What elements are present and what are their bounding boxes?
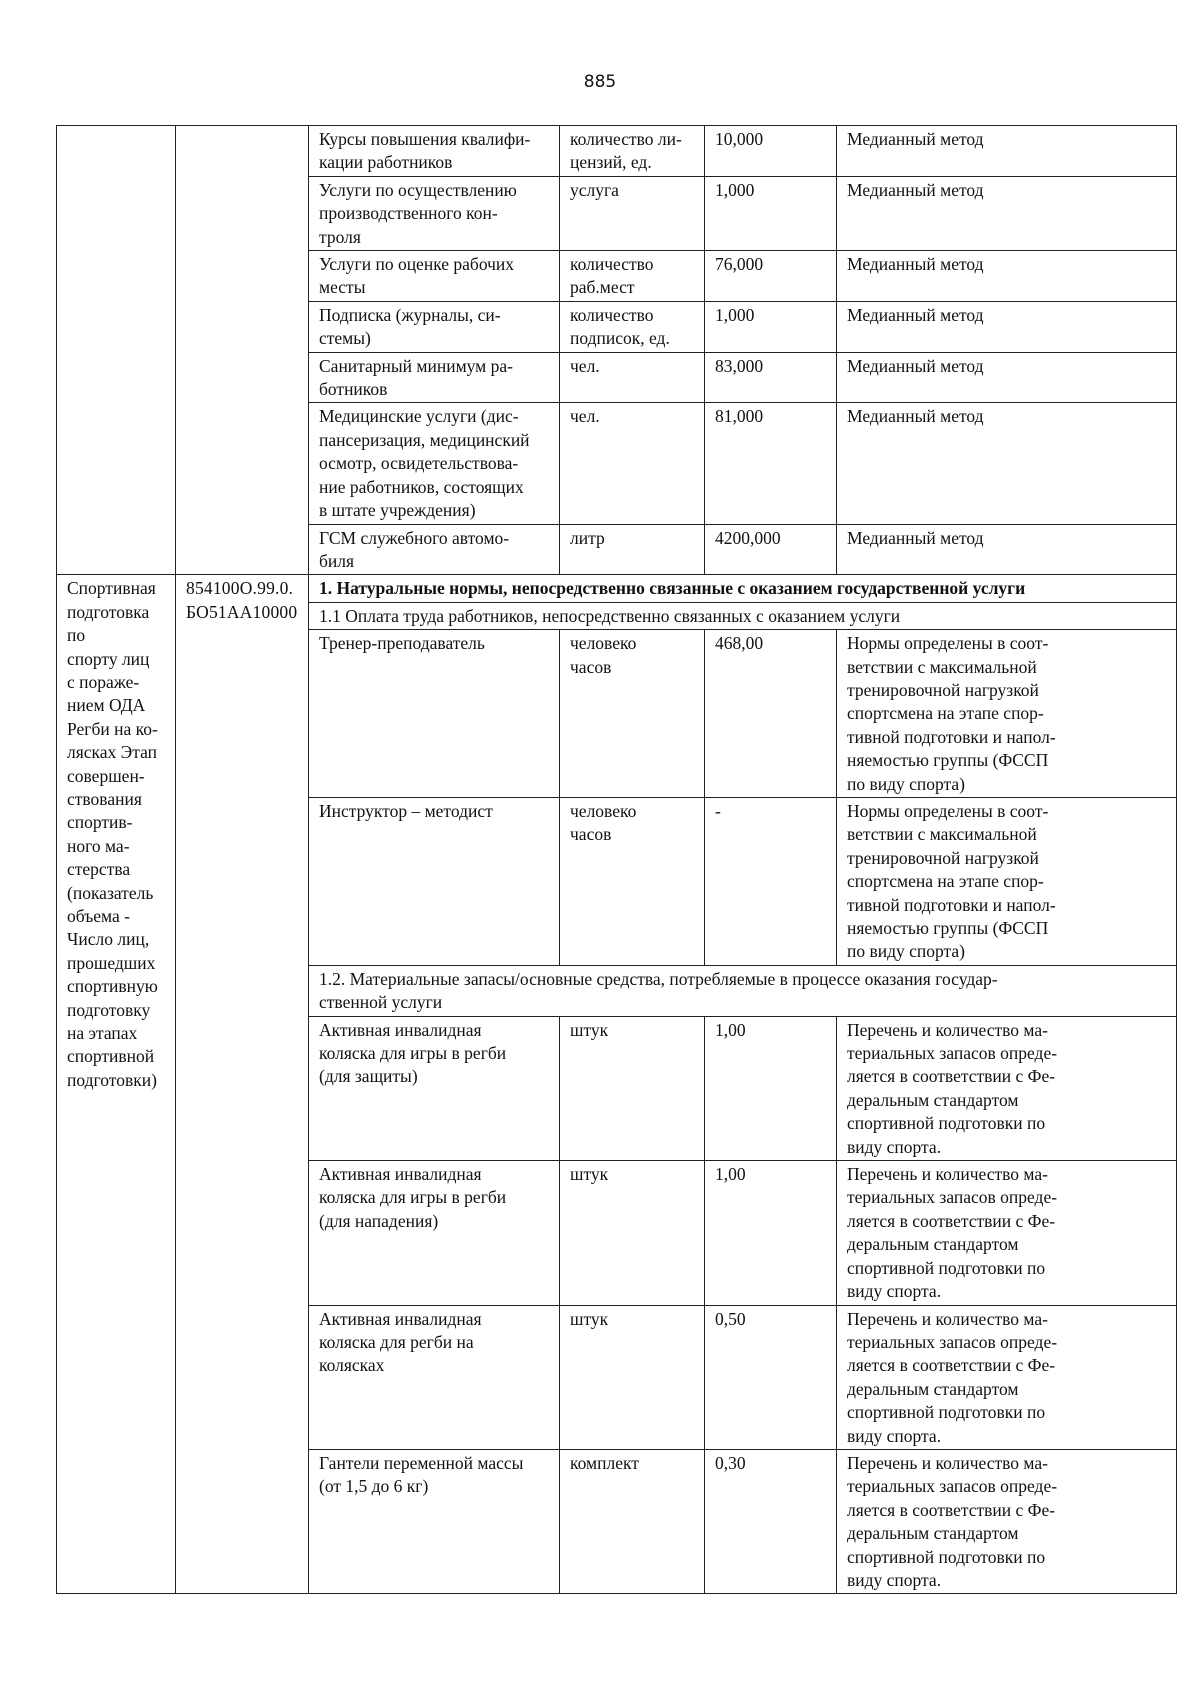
resource-value: 83,000 xyxy=(705,352,837,403)
resource-method: Нормы определены в соот- ветствии с максимальной тренировочной нагрузкой спортсмена на этапе спор- тивной подготовки и напол- няемостью группы (ФССП по виду спорта) xyxy=(837,797,1177,965)
resource-unit: комплект xyxy=(560,1449,705,1593)
resource-method: Медианный метод xyxy=(837,524,1177,575)
resource-method: Перечень и количество ма- териальных запасов опреде- ляется в соответствии с Фе- деральным стандартом спортивной подготовки по виду спорта. xyxy=(837,1449,1177,1593)
resource-value: 81,000 xyxy=(705,403,837,524)
resource-value: 1,000 xyxy=(705,176,837,250)
resource-unit: человеко часов xyxy=(560,797,705,965)
resource-value: 468,00 xyxy=(705,630,837,798)
resource-name: Гантели переменной массы (от 1,5 до 6 кг) xyxy=(309,1449,560,1593)
resource-value: 1,00 xyxy=(705,1016,837,1160)
resource-value: 76,000 xyxy=(705,251,837,302)
resource-unit: чел. xyxy=(560,352,705,403)
resource-unit: человеко часов xyxy=(560,630,705,798)
resource-name: Тренер-преподаватель xyxy=(309,630,560,798)
resource-unit: штук xyxy=(560,1016,705,1160)
resource-name: Санитарный минимум ра- ботников xyxy=(309,352,560,403)
table-row xyxy=(57,126,1177,177)
resource-method: Медианный метод xyxy=(837,126,1177,177)
norms-table xyxy=(56,125,1177,1594)
resource-name: Курсы повышения квалифи- кации работников xyxy=(309,126,560,177)
resource-method: Перечень и количество ма- териальных запасов опреде- ляется в соответствии с Фе- деральным стандартом спортивной подготовки по виду спорта. xyxy=(837,1161,1177,1305)
resource-unit: количество раб.мест xyxy=(560,251,705,302)
resource-method: Нормы определены в соот- ветствии с максимальной тренировочной нагрузкой спортсмена на этапе спор- тивной подготовки и напол- няемостью группы (ФССП по виду спорта) xyxy=(837,630,1177,798)
section-1-2-title: 1.2. Материальные запасы/основные средства, потребляемые в процессе оказания государ- ственной услуги xyxy=(309,965,1177,1016)
resource-name: Инструктор – методист xyxy=(309,797,560,965)
resource-name: Услуги по оценке рабочих месты xyxy=(309,251,560,302)
resource-unit: количество ли- цензий, ед. xyxy=(560,126,705,177)
resource-method: Перечень и количество ма- териальных запасов опреде- ляется в соответствии с Фе- деральным стандартом спортивной подготовки по виду спорта. xyxy=(837,1305,1177,1449)
resource-value: 10,000 xyxy=(705,126,837,177)
resource-name: Активная инвалидная коляска для игры в регби (для защиты) xyxy=(309,1016,560,1160)
section-1-1-title: 1.1 Оплата труда работников, непосредственно связанных с оказанием услуги xyxy=(309,602,1177,629)
service-code: 854100О.99.0. БО51АА10000 xyxy=(176,575,309,1594)
resource-unit: чел. xyxy=(560,403,705,524)
code-cell-empty xyxy=(176,126,309,575)
page-number: 885 xyxy=(583,72,617,92)
resource-unit: количество подписок, ед. xyxy=(560,301,705,352)
resource-method: Медианный метод xyxy=(837,251,1177,302)
resource-name: Активная инвалидная коляска для игры в регби (для нападения) xyxy=(309,1161,560,1305)
resource-name: Услуги по осуществлению производственного кон- троля xyxy=(309,176,560,250)
resource-name: Подписка (журналы, си- стемы) xyxy=(309,301,560,352)
resource-method: Медианный метод xyxy=(837,301,1177,352)
resource-unit: штук xyxy=(560,1305,705,1449)
resource-method: Медианный метод xyxy=(837,176,1177,250)
category-cell-empty xyxy=(57,126,176,575)
resource-unit: штук xyxy=(560,1161,705,1305)
section-1-title: 1. Натуральные нормы, непосредственно связанные с оказанием государственной услуги xyxy=(309,575,1177,602)
resource-method: Медианный метод xyxy=(837,352,1177,403)
service-category: Спортивная подготовка по спорту лиц с пораже- нием ОДА Регби на ко- лясках Этап совершен- ствования спортив- ного ма- стерства (показатель объема - Число лиц, прошедших спортивную подготовку на этапах спортивной подготовки) xyxy=(57,575,176,1594)
resource-method: Медианный метод xyxy=(837,403,1177,524)
resource-unit: услуга xyxy=(560,176,705,250)
resource-value: - xyxy=(705,797,837,965)
resource-method: Перечень и количество ма- териальных запасов опреде- ляется в соответствии с Фе- деральным стандартом спортивной подготовки по виду спорта. xyxy=(837,1016,1177,1160)
resource-value: 4200,000 xyxy=(705,524,837,575)
table-row xyxy=(57,575,1177,602)
resource-unit: литр xyxy=(560,524,705,575)
resource-value: 0,30 xyxy=(705,1449,837,1593)
resource-name: ГСМ служебного автомо- биля xyxy=(309,524,560,575)
resource-value: 1,000 xyxy=(705,301,837,352)
resource-name: Медицинские услуги (дис- пансеризация, медицинский осмотр, освидетельствова- ние работников, состоящих в штате учреждения) xyxy=(309,403,560,524)
resource-value: 0,50 xyxy=(705,1305,837,1449)
resource-value: 1,00 xyxy=(705,1161,837,1305)
resource-name: Активная инвалидная коляска для регби на колясках xyxy=(309,1305,560,1449)
